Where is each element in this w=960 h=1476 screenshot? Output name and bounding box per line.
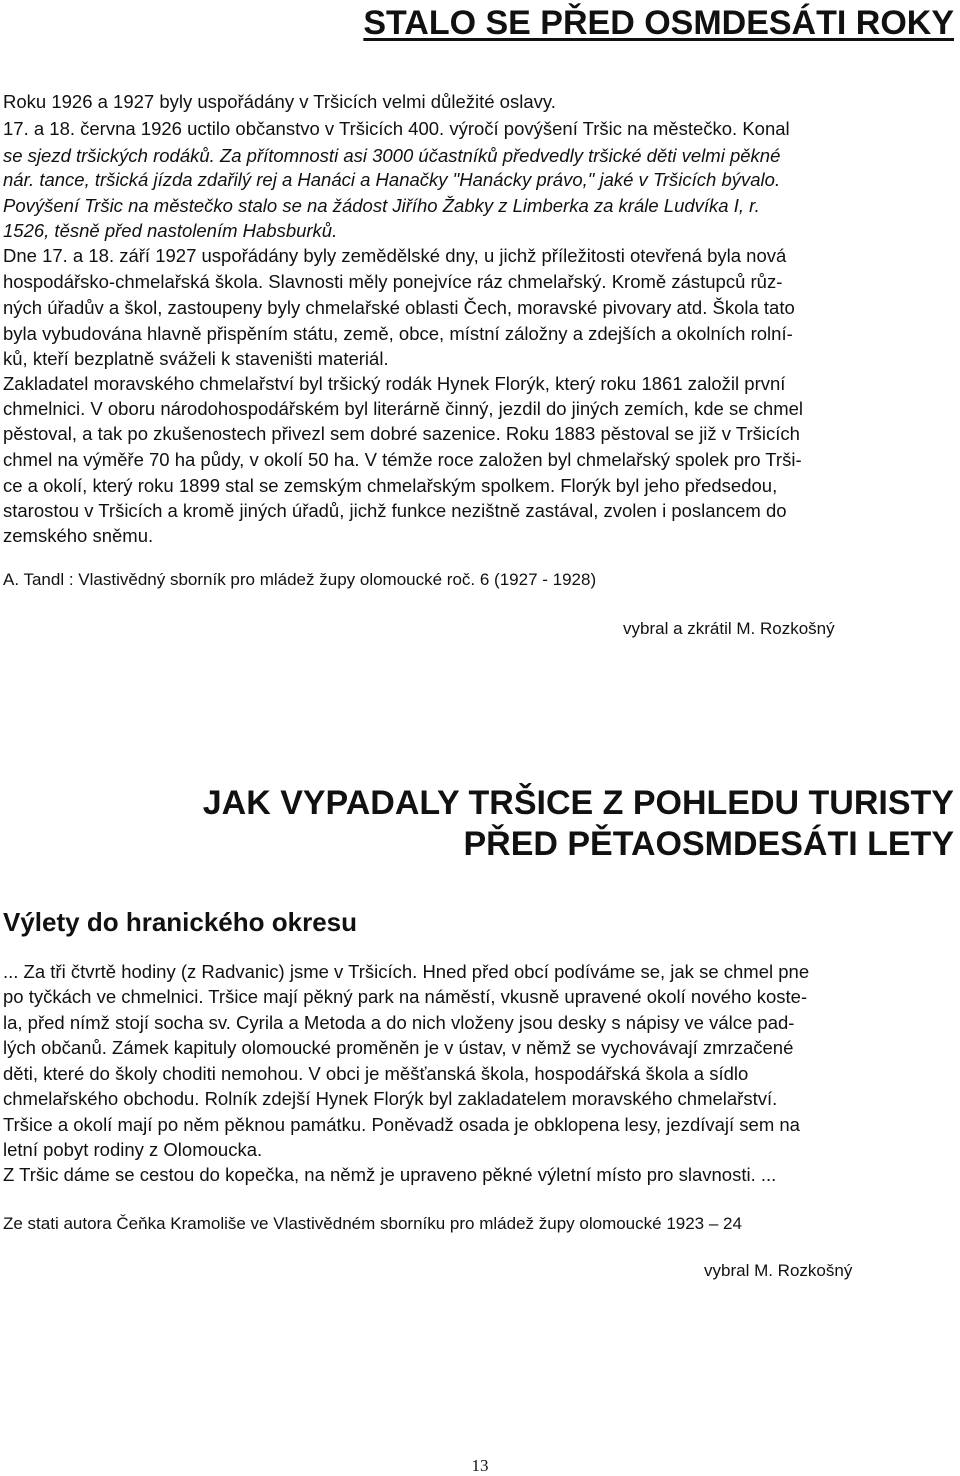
- article1-line: Dne 17. a 18. září 1927 uspořádány byly zemědělské dny, u jichž příležitosti otevřená byla nová: [3, 245, 787, 266]
- article2-line: Tršice a okolí mají po něm pěknou památku. Poněvadž osada je obklopena lesy, jezdívají sem na: [3, 1114, 800, 1135]
- article1-title: STALO SE PŘED OSMDESÁTI ROKY: [363, 4, 954, 42]
- article2-line: po tyčkách ve chmelnici. Tršice mají pěkný park na náměstí, vkusně upravené okolí nového koste-: [3, 986, 808, 1007]
- article1-line: ných úřadův a škol, zastoupeny byly chmelařské oblasti Čech, moravské pivovary atd. Škola tato: [3, 297, 795, 318]
- article2-title-line2: PŘED PĚTAOSMDESÁTI LETY: [463, 825, 954, 863]
- article1-line: zemského sněmu.: [3, 525, 154, 546]
- article2-signature: vybral M. Rozkošný: [704, 1261, 853, 1280]
- article2-title-line1: JAK VYPADALY TRŠICE Z POHLEDU TURISTY: [202, 784, 954, 822]
- article1-line: Zakladatel moravského chmelařství byl tršický rodák Hynek Florýk, který roku 1861 založil první: [3, 373, 786, 394]
- article2-subtitle: Výlety do hranického okresu: [3, 907, 358, 937]
- article1-line: ků, kteří bezplatně sváželi k staveništi materiál.: [3, 348, 389, 369]
- article1-line: 1526, těsně před nastolením Habsburků.: [3, 220, 338, 241]
- article2-line: Z Tršic dáme se cestou do kopečka, na němž je upraveno pěkné výletní místo pro slavnosti. ...: [3, 1164, 777, 1185]
- article1-line: Povýšení Tršic na městečko stalo se na žádost Jiřího Žabky z Limberka za krále Ludvíka I, r.: [3, 195, 760, 216]
- article2-source: Ze stati autora Čeňka Kramoliše ve Vlastivědném sborníku pro mládež župy olomoucké 1923 – 24: [3, 1214, 742, 1233]
- article1-signature: vybral a zkrátil M. Rozkošný: [623, 619, 835, 638]
- article1-line: byla vybudována hlavně přispěním státu, země, obce, místní záložny a zdejších a okolních rolní-: [3, 323, 793, 344]
- article1-line: pěstoval, a tak po zkušenostech přivezl sem dobré sazenice. Roku 1883 pěstoval se již v Tršicích: [3, 423, 800, 444]
- page-number: 13: [471, 1456, 489, 1475]
- article1-line: ce a okolí, který roku 1899 stal se zemským chmelařským spolkem. Florýk byl jeho předsedou,: [3, 475, 778, 496]
- article1-line: Roku 1926 a 1927 byly uspořádány v Tršicích velmi důležité oslavy.: [3, 91, 556, 112]
- article2-line: letní pobyt rodiny z Olomoucka.: [3, 1139, 263, 1160]
- article2-line: ... Za tři čtvrtě hodiny (z Radvanic) jsme v Tršicích. Hned před obcí podíváme se, jak se chmel pne: [3, 961, 810, 982]
- article2-line: lých občanů. Zámek kapituly olomoucké proměněn je v ústav, v němž se vychovávají zmrzačené: [3, 1037, 794, 1058]
- article1-line: chmelnici. V oboru národohospodářském byl literárně činný, jezdil do jiných zemích, kde se chmel: [3, 398, 803, 419]
- article1-line: hospodářsko-chmelařská škola. Slavnosti měly ponejvíce ráz chmelařský. Kromě zástupců růz-: [3, 271, 783, 292]
- article1-line: se sjezd tršických rodáků. Za přítomnosti asi 3000 účastníků předvedly tršické děti velmi pěkné: [3, 145, 781, 166]
- article1-line: nár. tance, tršická jízda zdařilý rej a Hanáci a Hanačky "Hanácky právo," jaké v Tršicích bývalo.: [3, 169, 781, 190]
- article2-line: děti, které do školy choditi nemohou. V obci je měšťanská škola, hospodářská škola a sídlo: [3, 1063, 749, 1084]
- article1-line: chmel na výměře 70 ha půdy, v okolí 50 ha. V témže roce založen byl chmelařský spolek pro Trši-: [3, 449, 802, 470]
- article1-source: A. Tandl : Vlastivědný sborník pro mládež župy olomoucké roč. 6 (1927 - 1928): [3, 570, 597, 589]
- article1-line: 17. a 18. června 1926 uctilo občanstvo v Tršicích 400. výročí povýšení Tršic na městečko. Konal: [3, 118, 790, 139]
- article1-line: starostou v Tršicích a kromě jiných úřadů, jichž funkce nezištně zastával, zvolen i poslancem do: [3, 500, 787, 521]
- article2-line: la, před nímž stojí socha sv. Cyrila a Metoda a do nich vloženy jsou desky s nápisy ve válce pad-: [3, 1012, 795, 1033]
- article2-line: chmelařského obchodu. Rolník zdejší Hynek Florýk byl zakladatelem moravského chmelařství.: [3, 1088, 778, 1109]
